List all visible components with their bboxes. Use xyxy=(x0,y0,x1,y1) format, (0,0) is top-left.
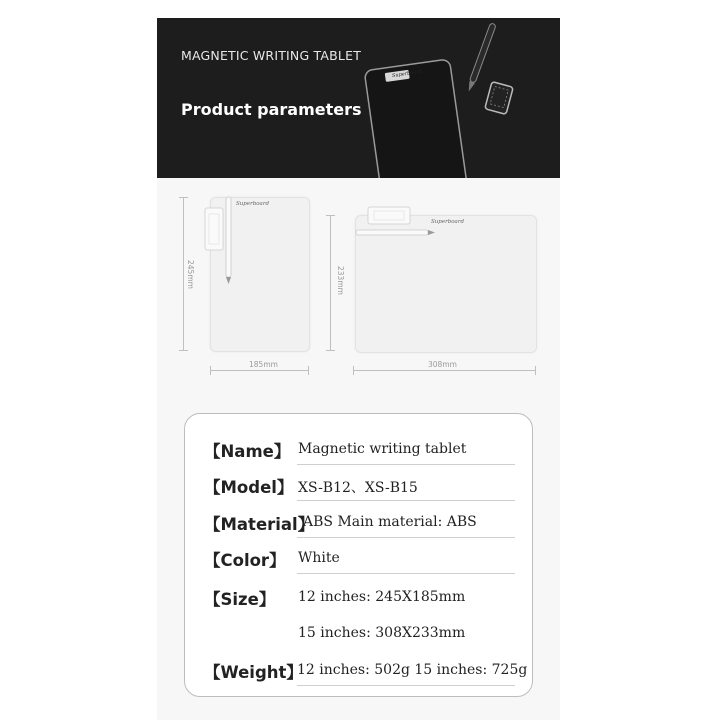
param-value-model: XS-B12、XS-B15 xyxy=(298,480,418,496)
width-label-15: 308mm xyxy=(428,360,457,369)
row-divider xyxy=(297,685,515,686)
dimension-drawings xyxy=(157,180,560,400)
param-key-model: 【Model】 xyxy=(204,478,294,497)
param-value-name: Magnetic writing tablet xyxy=(298,441,467,457)
param-value-size-15: 15 inches: 308X233mm xyxy=(298,625,466,641)
header-subtitle: MAGNETIC WRITING TABLET xyxy=(181,48,362,63)
height-dimension-tick xyxy=(326,215,335,216)
width-dimension-tick xyxy=(535,366,536,375)
param-key-weight: 【Weight】 xyxy=(204,663,303,682)
param-value-weight: 12 inches: 502g 15 inches: 725g xyxy=(297,662,528,678)
width-dimension-line-12 xyxy=(210,370,309,371)
height-label-12: 245mm xyxy=(186,260,195,289)
param-key-color: 【Color】 xyxy=(204,551,286,570)
row-divider xyxy=(297,500,515,501)
param-key-name: 【Name】 xyxy=(204,442,291,461)
pen-holder-icon xyxy=(202,194,242,286)
height-dimension-tick xyxy=(179,197,188,198)
header-tablet-brand: Superboard xyxy=(391,68,423,80)
param-value-material: ABS Main material: ABS xyxy=(303,514,477,530)
param-value-size-12: 12 inches: 245X185mm xyxy=(298,589,466,605)
param-key-material: 【Material】 xyxy=(204,515,315,534)
param-key-size: 【Size】 xyxy=(204,590,276,609)
width-dimension-tick xyxy=(210,366,211,375)
height-label-15: 233mm xyxy=(336,266,345,295)
eraser-pen-accessory-icon xyxy=(350,204,440,244)
tablet-15-brand: Superboard xyxy=(431,219,464,225)
width-dimension-tick xyxy=(308,366,309,375)
header-banner xyxy=(157,18,560,178)
tablet-illustration xyxy=(357,46,477,178)
page-title: Product parameters xyxy=(181,100,362,119)
width-label-12: 185mm xyxy=(249,360,278,369)
tablet-12-brand: Superboard xyxy=(236,201,269,207)
param-value-color: White xyxy=(298,550,340,566)
row-divider xyxy=(297,537,515,538)
height-dimension-line-15 xyxy=(330,215,331,351)
width-dimension-tick xyxy=(353,366,354,375)
height-dimension-tick xyxy=(326,350,335,351)
height-dimension-line-12 xyxy=(183,197,184,350)
row-divider xyxy=(297,464,515,465)
row-divider xyxy=(297,573,515,574)
width-dimension-line-15 xyxy=(353,370,536,371)
height-dimension-tick xyxy=(179,350,188,351)
eraser-icon xyxy=(482,78,516,118)
parameters-card xyxy=(184,413,533,697)
